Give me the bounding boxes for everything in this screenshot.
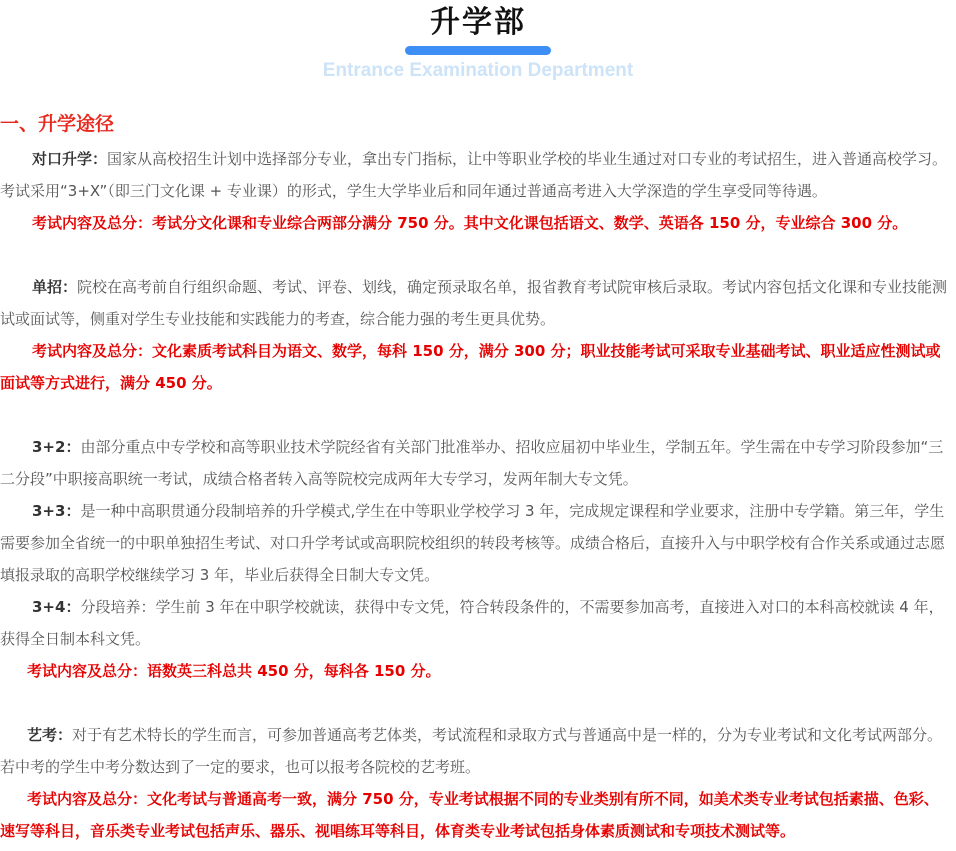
page-header — [0, 0, 956, 83]
spacer — [0, 687, 952, 719]
paragraph-3-2 — [0, 431, 952, 495]
paragraph-body: 对于有艺术特长的学生而言，可参加普通高考艺体类，考试流程和录取方式与普通高中是一样的，分为专业考试和文化考试两部分。若中考的学生中考分数达到了一定的要求，也可以报考各院校的艺考班。 — [0, 726, 943, 776]
score-note-yikao: 考试内容及总分：文化考试与普通高考一致，满分 750 分，专业考试根据不同的专业类别有所不同，如美术类专业考试包括素描、色彩、速写等科目，音乐类专业考试包括声乐、器乐、视唱练耳等科目，体育类专业考试包括身体素质测试和专项技术测试等。 — [0, 790, 939, 840]
paragraph-yikao — [0, 719, 952, 783]
paragraph-lead: 艺考： — [27, 726, 73, 744]
paragraph-body: 分段培养：学生前 3 年在中职学校就读，获得中专文凭，符合转段条件的，不需要参加高考，直接进入对口的本科高校就读 4 年，获得全日制本科文凭。 — [0, 598, 944, 648]
paragraph-3-3 — [0, 495, 952, 591]
score-note-danzhao: 考试内容及总分：文化素质考试科目为语文、数学，每科 150 分，满分 300 分；职业技能考试可采取专业基础考试、职业适应性测试或面试等方式进行，满分 450 分。 — [0, 342, 941, 392]
article-content — [0, 143, 952, 847]
spacer — [0, 239, 952, 271]
title-underline-bar — [405, 46, 551, 55]
section-heading: 一、升学途径 — [0, 113, 115, 135]
paragraph-danzhao — [0, 271, 952, 335]
spacer — [0, 399, 952, 431]
paragraph-lead: 3+3： — [32, 502, 81, 520]
paragraph-body: 由部分重点中专学校和高等职业技术学院经省有关部门批准举办、招收应届初中毕业生，学制五年。学生需在中专学习阶段参加“三二分段”中职接高职统一考试，成绩合格者转入高等院校完成两年大专学习，发两年制大专文凭。 — [0, 438, 944, 488]
page-title: 升学部 — [430, 5, 526, 40]
paragraph-body: 是一种中高职贯通分段制培养的升学模式,学生在中等职业学校学习 3 年，完成规定课程和学业要求，注册中专学籍。第三年，学生需要参加全省统一的中职单独招生考试、对口升学考试或高职院校组织的转段考核等。成绩合格后，直接升入与中职学校有合作关系或通过志愿填报录取的高职学校继续学习 3 年，毕业后获得全日制大专文凭。 — [0, 502, 946, 584]
paragraph-body: 国家从高校招生计划中选择部分专业，拿出专门指标，让中等职业学校的毕业生通过对口专业的考试招生，进入普通高校学习。考试采用“3+X”（即三门文化课 + 专业课）的形式，学生大学毕业后和同年通过普通高考进入大学深造的学生享受同等待遇。 — [0, 150, 948, 200]
score-note-duikou: 考试内容及总分：考试分文化课和专业综合两部分满分 750 分。其中文化课包括语文、数学、英语各 150 分，专业综合 300 分。 — [32, 214, 908, 232]
paragraph-lead: 3+2： — [32, 438, 81, 456]
page-subtitle: Entrance Examination Department — [322, 60, 634, 81]
paragraph-3-4 — [0, 591, 952, 655]
paragraph-lead: 3+4： — [32, 598, 81, 616]
paragraph-lead: 对口升学： — [32, 150, 108, 168]
paragraph-body: 院校在高考前自行组织命题、考试、评卷、划线，确定预录取名单，报省教育考试院审核后录取。考试内容包括文化课和专业技能测试或面试等，侧重对学生专业技能和实践能力的考查，综合能力强的考生更具优势。 — [0, 278, 948, 328]
paragraph-lead: 单招： — [32, 278, 78, 296]
paragraph-duikou — [0, 143, 952, 207]
score-note-3-4: 考试内容及总分：语数英三科总共 450 分，每科各 150 分。 — [27, 662, 441, 680]
